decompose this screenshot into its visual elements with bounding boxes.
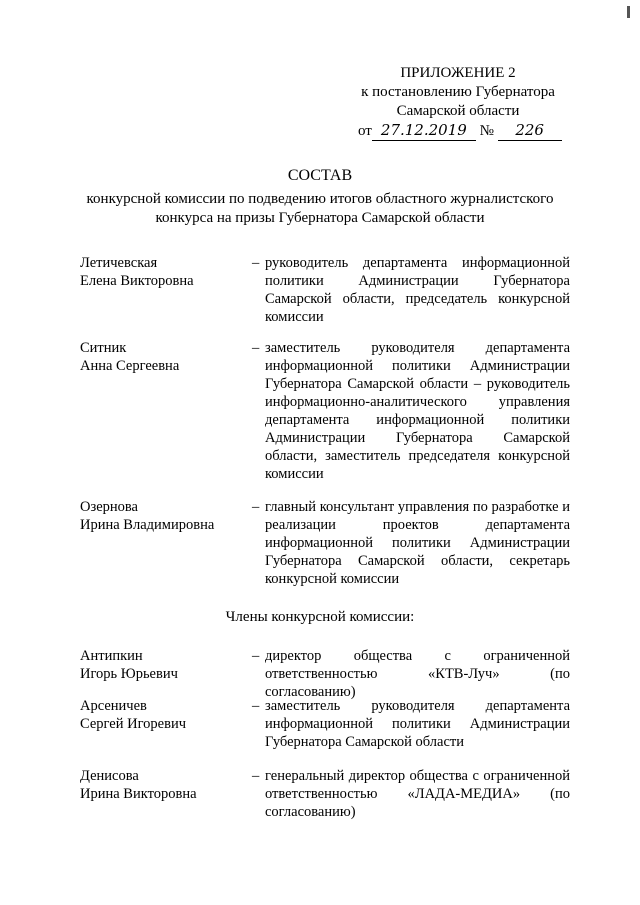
appendix-line-2: к постановлению Губернатора <box>361 84 555 100</box>
members-heading: Члены конкурсной комиссии: <box>225 609 415 625</box>
appendix-title: ПРИЛОЖЕНИЕ 2 <box>400 65 516 81</box>
surname: Арсеничев <box>80 698 147 714</box>
date-prefix: от <box>358 123 372 139</box>
document-subtitle: конкурсной комиссии по подведению итогов областного журналистского конкурса на призы Губернатора Самарской области <box>86 191 554 226</box>
dash: – <box>252 648 260 664</box>
person-name <box>80 498 245 534</box>
number-label: № <box>479 123 494 139</box>
person-name <box>80 647 245 683</box>
appendix-line-3: Самарской области <box>396 103 520 119</box>
given-name: Сергей Игоревич <box>80 716 187 732</box>
surname: Ситник <box>80 340 127 356</box>
appendix-block <box>348 64 568 141</box>
dash: – <box>252 768 260 784</box>
margin-mark <box>627 6 630 18</box>
person-name <box>80 339 245 375</box>
handwritten-number: 226 <box>498 121 562 141</box>
given-name: Игорь Юрьевич <box>80 666 178 682</box>
role-description: директор общества с ограниченной ответственностью «КТВ-Луч» (по согласованию) <box>265 648 570 700</box>
decree-date-number <box>348 121 568 141</box>
person-name <box>80 254 245 290</box>
given-name: Елена Викторовна <box>80 273 194 289</box>
person-name <box>80 767 245 803</box>
surname: Озернова <box>80 499 138 515</box>
given-name: Ирина Владимировна <box>80 517 215 533</box>
role-description: заместитель руководителя департамента информационной политики Администрации Губернатора Самарской области <box>265 698 570 750</box>
role-description: главный консультант управления по разработке и реализации проектов департамента информационной политики Администрации Губернатора Самарской области, секретарь конкурсной комиссии <box>265 499 570 587</box>
surname: Антипкин <box>80 648 143 664</box>
surname: Летичевская <box>80 255 158 271</box>
dash: – <box>252 698 260 714</box>
handwritten-date: 27.12.2019 <box>372 121 476 141</box>
role-description: руководитель департамента информационной политики Администрации Губернатора Самарской области, председатель конкурсной комиссии <box>265 255 570 325</box>
person-name <box>80 697 245 733</box>
role-description: генеральный директор общества с ограниченной ответственностью «ЛАДА-МЕДИА» (по согласованию) <box>265 768 570 820</box>
dash: – <box>252 340 260 356</box>
role-description: заместитель руководителя департамента информационной политики Администрации Губернатора Самарской области – руководитель информационно-аналитического управления департамента информационной политики Администрации Губернатора Самарской области, заместитель председателя конкурсной комиссии <box>265 340 570 482</box>
given-name: Ирина Викторовна <box>80 786 197 802</box>
given-name: Анна Сергеевна <box>80 358 180 374</box>
dash: – <box>252 255 260 271</box>
document-title: СОСТАВ <box>287 167 353 184</box>
dash: – <box>252 499 260 515</box>
surname: Денисова <box>80 768 139 784</box>
